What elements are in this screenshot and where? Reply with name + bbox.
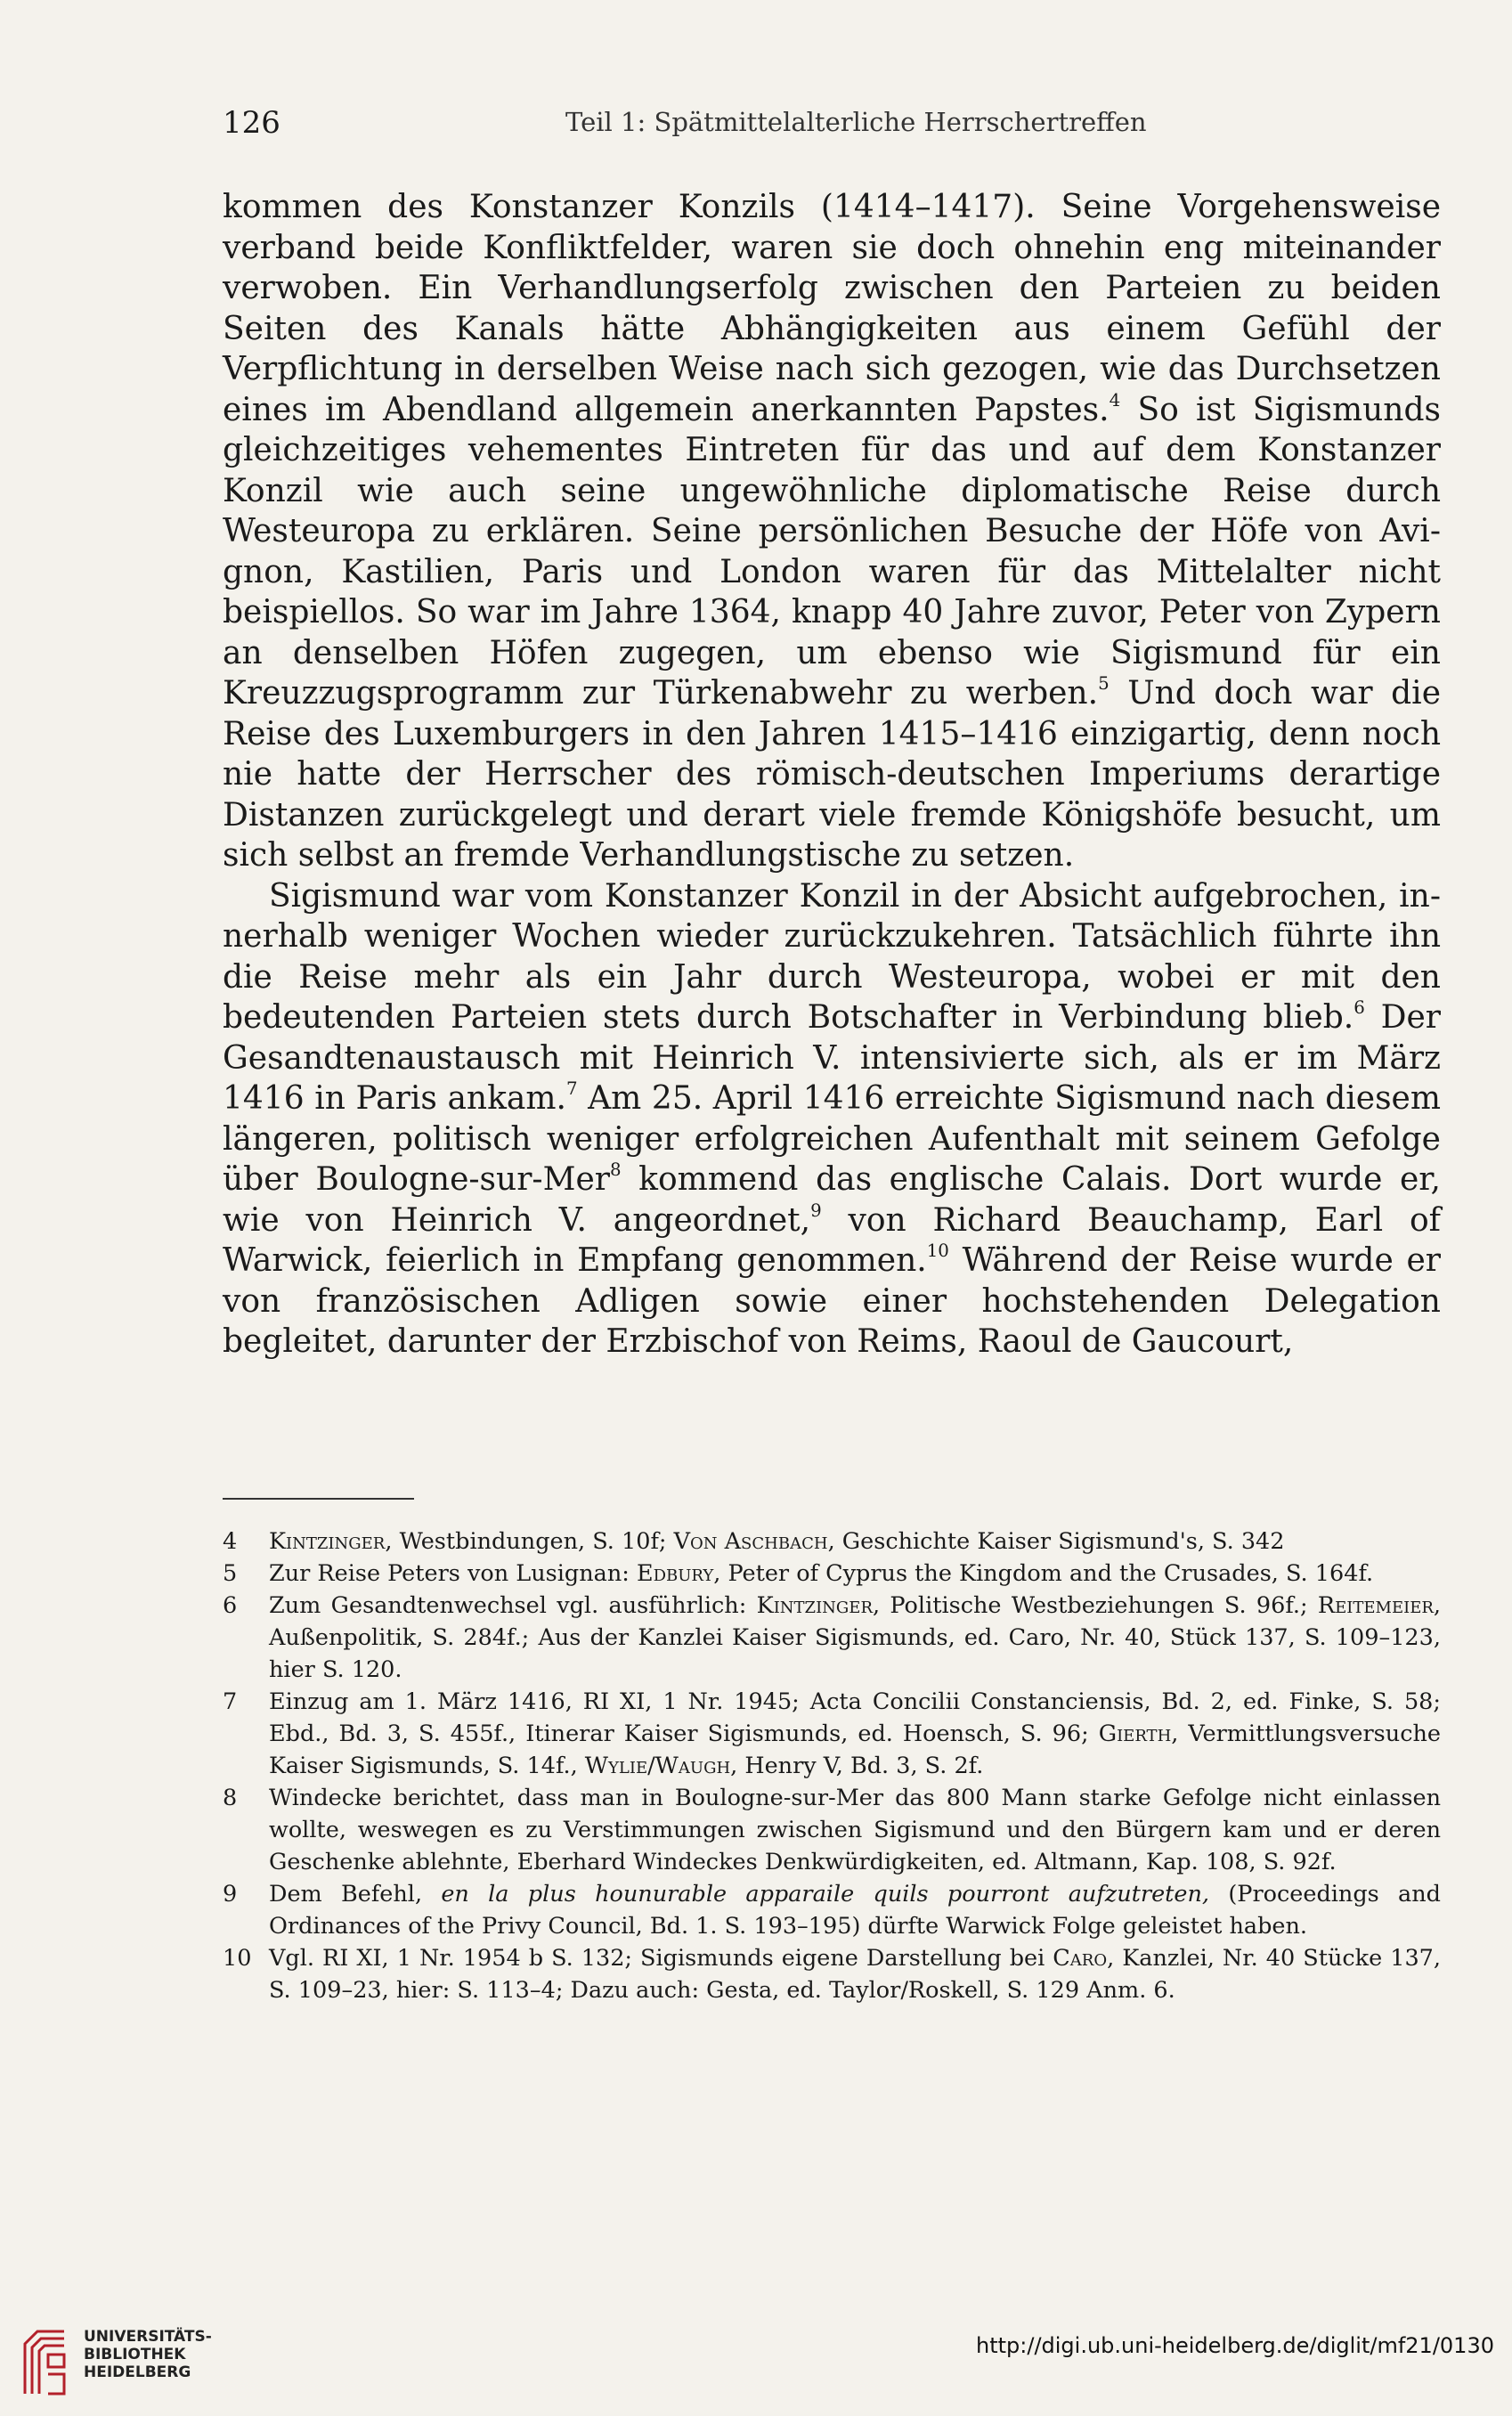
footnote-ref-5[interactable]: 5 <box>1098 673 1110 695</box>
footnote-number: 6 <box>223 1592 238 1619</box>
footnote-6 <box>223 1590 1441 1686</box>
ub-heidelberg-logo-icon <box>18 2324 71 2396</box>
footnote-number: 5 <box>223 1560 238 1587</box>
page-footer <box>0 2315 1512 2416</box>
page-header <box>223 105 1441 150</box>
running-head: Teil 1: Spätmittelalterliche Herrschertreffen <box>565 107 1147 137</box>
footnote-text: Windecke berichtet, dass man in Boulogne-sur-Mer das 800 Mann starke Gefolge nicht einlassen wollte, weswegen es zu Verstimmungen zwischen Sigismund und den Bürgern kam und er deren Geschenke ablehnte, Eberhard Windeckes Denkwürdigkeiten, ed. Altmann, Kap. 108, S. 92f. <box>269 1785 1441 1875</box>
footnote-number: 4 <box>223 1528 238 1555</box>
footnote-ref-4[interactable]: 4 <box>1109 389 1121 411</box>
main-text <box>223 187 1441 1363</box>
footnote-text: Zur Reise Peters von Lusignan: Edbury, Peter of Cyprus the Kingdom and the Crusades, S. 164f. <box>269 1560 1374 1587</box>
footnote-text: Einzug am 1. März 1416, RI XI, 1 Nr. 1945; Acta Concilii Constanciensis, Bd. 2, ed. Finke, S. 58; Ebd., Bd. 3, S. 455f., Itinerar Kaiser Sigismunds, ed. Hoensch, S. 96; Gierth, Vermittlungsversuche Kaiser Sigismunds, S. 14f., Wylie/Waugh, Henry V, Bd. 3, S. 2f. <box>269 1688 1441 1779</box>
footnote-9 <box>223 1878 1441 1942</box>
footnote-text: Zum Gesandtenwechsel vgl. ausführlich: Kintzinger, Politische Westbeziehungen S. 96f.; Reitemeier, Außenpolitik, S. 284f.; Aus der Kanzlei Kaiser Sigismunds, ed. Caro, Nr. 40, Stück 137, S. 109–123, hier S. 120. <box>269 1592 1441 1683</box>
footnote-ref-9[interactable]: 9 <box>810 1200 822 1221</box>
footnote-4 <box>223 1525 1441 1558</box>
footnote-divider <box>223 1498 414 1500</box>
footnote-number: 7 <box>223 1688 238 1715</box>
library-name: UNIVERSITÄTS- BIBLIOTHEK HEIDELBERG <box>84 2328 212 2381</box>
footnote-ref-6[interactable]: 6 <box>1353 997 1365 1019</box>
footnote-number: 9 <box>223 1881 238 1908</box>
footnote-text: Kintzinger, Westbindungen, S. 10f; Von Aschbach, Geschichte Kaiser Sigismund's, S. 342 <box>269 1528 1285 1555</box>
footnote-number: 8 <box>223 1785 238 1811</box>
footnote-7 <box>223 1686 1441 1782</box>
footnotes <box>223 1525 1441 2006</box>
footnote-text: Dem Befehl, en la plus hounurable apparaile quils pourront aufzutreten, (Proceedings and Ordinances of the Privy Council, Bd. 1. S. 193–195) dürfte Warwick Folge geleistet haben. <box>269 1881 1441 1940</box>
footnote-ref-10[interactable]: 10 <box>926 1241 949 1262</box>
footnote-5 <box>223 1558 1441 1590</box>
footnote-number: 10 <box>223 1945 252 1972</box>
footnote-ref-7[interactable]: 7 <box>565 1078 578 1100</box>
footnote-8 <box>223 1782 1441 1878</box>
page-number: 126 <box>223 105 280 141</box>
source-url-link[interactable]: http://digi.ub.uni-heidelberg.de/diglit/mf21/0130 <box>976 2333 1494 2358</box>
library-logo[interactable] <box>18 2324 249 2409</box>
paragraph-1: kommen des Konstanzer Konzils (1414–1417). Seine Vorgehensweise verband beide Konfliktfelder, waren sie doch ohnehin eng miteinander verwoben. Ein Verhandlungserfolg zwischen den Parteien zu beiden Seiten des Kanals hätte Abhängigkeiten aus einem Gefühl der Verpflichtung in derselben Weise nach sich gezogen, wie das Durchsetzen eines im Abendland allgemein anerkannten Papstes.$^4$ So ist Sigismunds gleichzeitiges vehementes Eintreten für das und auf dem Konstanzer Konzil wie auch seine ungewöhnliche diplomatische Reise durch Westeuropa zu erklären. Seine persönlichen Besuche der Höfe von Avignon, Kastilien, Paris und London waren für das Mittelalter nicht beispiellos. So war im Jahre 1364, knapp 40 Jahre zuvor, Peter von Zypern an denselben Höfen zugegen, um ebenso wie Sigismund für ein Kreuzzugsprogramm zur Türkenabwehr zu werben.$^5$ Und doch war die Reise des Luxemburgers in den Jahren 1415–1416 einzigartig, denn noch nie hatte der Herrscher des römisch-deutschen Imperiums derartige Distanzen zurückgelegt und derart viele fremde Königshöfe besucht, um sich selbst an fremde Verhandlungstische zu setzen. <box>223 189 1441 874</box>
footnote-10 <box>223 1942 1441 2006</box>
paragraph-2: Sigismund war vom Konstanzer Konzil in der Absicht aufgebrochen, innerhalb weniger Wochen wieder zurückzukehren. Tatsächlich führte ihn die Reise mehr als ein Jahr durch Westeuropa, wobei er mit den bedeutenden Parteien stets durch Botschafter in Verbindung blieb.$^6$ Der Gesandtenaustausch mit Heinrich V. intensivierte sich, als er im März 1416 in Paris ankam.$^7$ Am 25. April 1416 erreichte Sigismund nach diesem längeren, politisch weniger erfolgreichen Aufenthalt mit seinem Gefolge über Boulogne-sur-Mer$^8$ kommend das englische Calais. Dort wurde er, wie von Heinrich V. angeordnet,$^9$ von Richard Beauchamp, Earl of Warwick, feierlich in Empfang genommen.$^{10}$ Während der Reise wurde er von französischen Adligen sowie einer hochstehenden Delegation begleitet, darunter der Erzbischof von Reims, Raoul de Gaucourt, <box>223 877 1442 1360</box>
footnote-ref-8[interactable]: 8 <box>609 1159 622 1181</box>
footnote-text: Vgl. RI XI, 1 Nr. 1954 b S. 132; Sigismunds eigene Darstellung bei Caro, Kanzlei, Nr. 40 Stücke 137, S. 109–23, hier: S. 113–4; Dazu auch: Gesta, ed. Taylor/Roskell, S. 129 Anm. 6. <box>269 1945 1441 2004</box>
